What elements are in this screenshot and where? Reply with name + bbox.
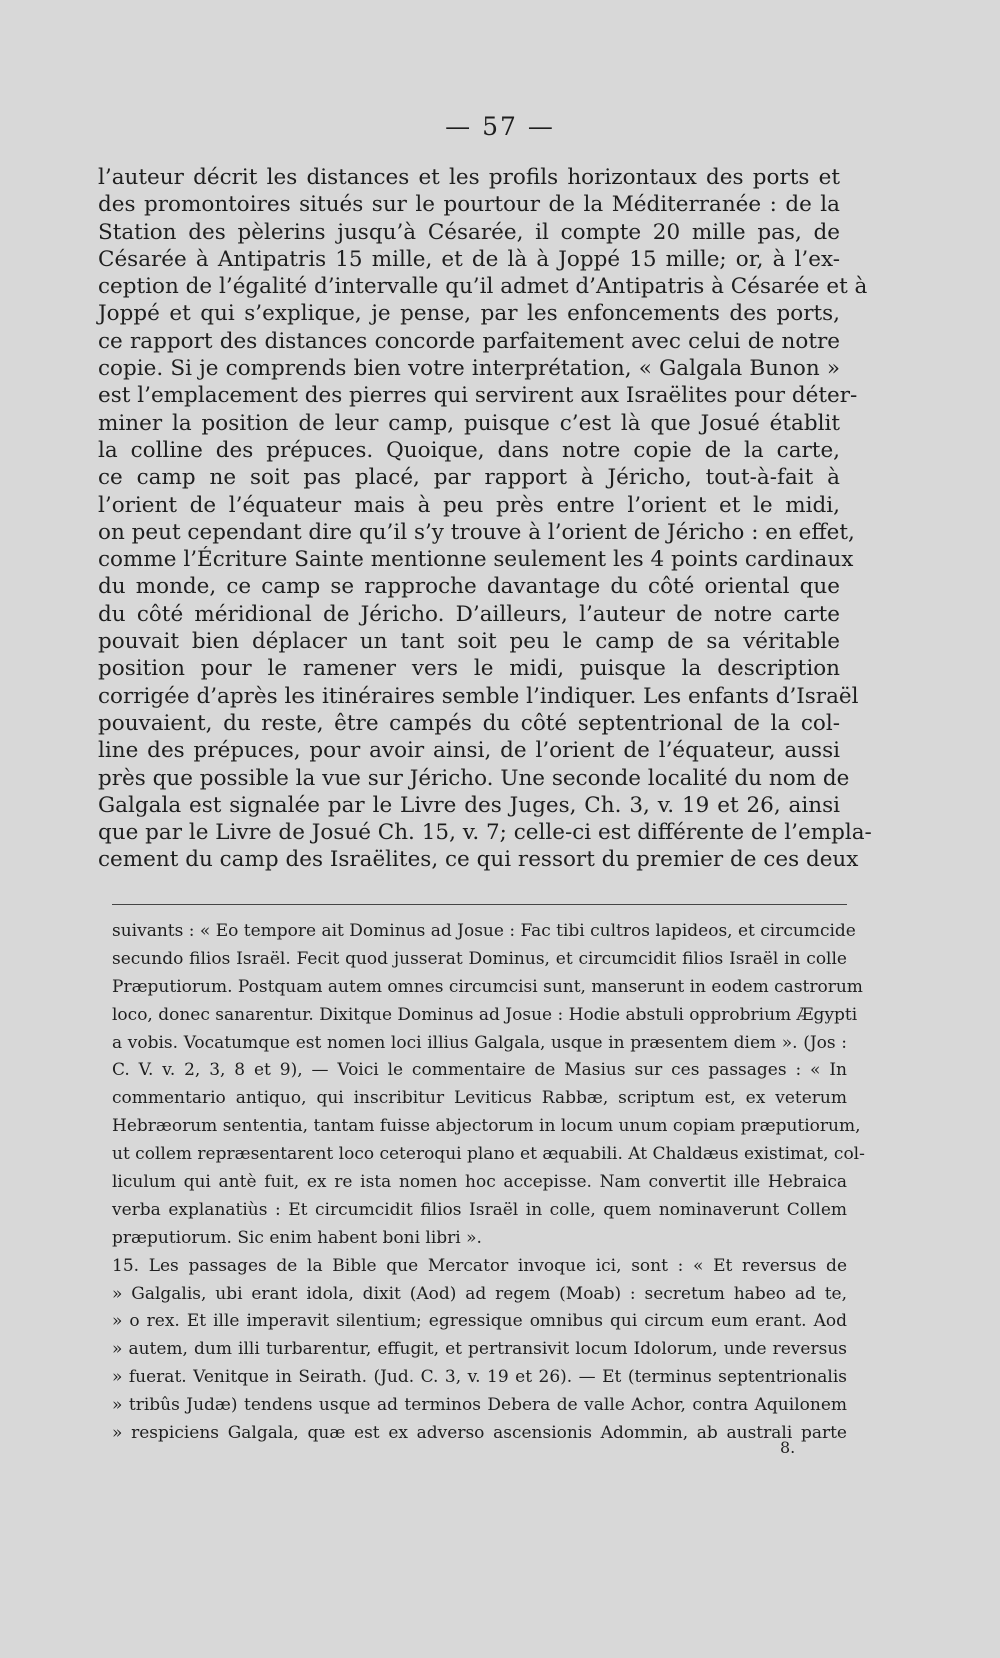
main-text-line: ce camp ne soit pas placé, par rapport à Jéricho, tout-à-fait à bbox=[98, 465, 840, 491]
main-text-line: du côté méridional de Jéricho. D’ailleurs, l’auteur de notre carte bbox=[98, 601, 840, 627]
signature-mark: 8. bbox=[780, 1438, 796, 1457]
main-text-line: position pour le ramener vers le midi, puisque la description bbox=[98, 656, 840, 682]
page-number: — 57 — bbox=[445, 112, 555, 141]
footnote-line: liculum qui antè fuit, ex re ista nomen hoc accepisse. Nam convertit ille Hebraica bbox=[112, 1172, 847, 1193]
main-text-line: cement du camp des Israëlites, ce qui ressort du premier de ces deux bbox=[98, 847, 859, 873]
footnote-line: » Galgalis, ubi erant idola, dixit (Aod) ad regem (Moab) : secretum habeo ad te, bbox=[112, 1283, 847, 1304]
footnote-line: Hebræorum sententia, tantam fuisse abjectorum in locum unum copiam præputiorum, bbox=[112, 1116, 861, 1137]
main-text-line: Césarée à Antipatris 15 mille, et de là à Joppé 15 mille; or, à l’ex- bbox=[98, 246, 840, 272]
footnotes-block bbox=[112, 918, 865, 1448]
footnote-line: loco, donec sanarentur. Dixitque Dominus ad Josue : Hodie abstuli opprobrium Ægypti bbox=[112, 1004, 858, 1025]
footnote-line: » o rex. Et ille imperavit silentium; egressique omnibus qui circum eum erant. Aod bbox=[112, 1311, 847, 1332]
footnote-line: C. V. v. 2, 3, 8 et 9), — Voici le commentaire de Masius sur ces passages : « In bbox=[112, 1060, 847, 1081]
footnote-line: verba explanatiùs : Et circumcidit filios Israël in colle, quem nominaverunt Collem bbox=[112, 1199, 847, 1220]
footnote-line: præputiorum. Sic enim habent boni libri ». bbox=[112, 1227, 482, 1248]
footnote-line: » tribûs Judæ) tendens usque ad terminos Debera de valle Achor, contra Aquilonem bbox=[112, 1395, 847, 1416]
footnote-line: » autem, dum illi turbarentur, effugit, et pertransivit locum Idolorum, unde reversus bbox=[112, 1339, 847, 1360]
footnote-separator bbox=[112, 904, 847, 905]
footnote-line: » respiciens Galgala, quæ est ex adverso ascensionis Adommin, ab australi parte bbox=[112, 1423, 847, 1444]
footnote-line: commentario antiquo, qui inscribitur Leviticus Rabbæ, scriptum est, ex veterum bbox=[112, 1088, 847, 1109]
main-text-line: est l’emplacement des pierres qui servirent aux Israëlites pour déter- bbox=[98, 383, 858, 409]
main-text-line: Station des pèlerins jusqu’à Césarée, il compte 20 mille pas, de bbox=[98, 219, 840, 245]
footnote-line: 15. Les passages de la Bible que Mercator invoque ici, sont : « Et reversus de bbox=[112, 1255, 847, 1276]
main-text-line: comme l’Écriture Sainte mentionne seulement les 4 points cardinaux bbox=[98, 547, 854, 573]
main-text-line: que par le Livre de Josué Ch. 15, v. 7; celle-ci est différente de l’empla- bbox=[98, 820, 872, 846]
main-text-block bbox=[98, 164, 872, 874]
footnote-line: suivants : « Eo tempore ait Dominus ad Josue : Fac tibi cultros lapideos, et circumcide bbox=[112, 921, 856, 941]
main-text-line: Galgala est signalée par le Livre des Juges, Ch. 3, v. 19 et 26, ainsi bbox=[98, 792, 840, 818]
main-text-line: Joppé et qui s’explique, je pense, par les enfoncements des ports, bbox=[98, 301, 840, 327]
main-text-line: ce rapport des distances concorde parfaitement avec celui de notre bbox=[98, 328, 840, 354]
footnote-line: ut collem repræsentarent loco ceteroqui plano et æquabili. At Chaldæus existimat, col- bbox=[112, 1144, 865, 1165]
main-text-line: miner la position de leur camp, puisque c’est là que Josué établit bbox=[98, 410, 840, 436]
footnote-line: secundo filios Israël. Fecit quod jusserat Dominus, et circumcidit filios Israël in colle bbox=[112, 948, 847, 969]
main-text-line: corrigée d’après les itinéraires semble l’indiquer. Les enfants d’Israël bbox=[98, 683, 859, 709]
footnote-line: Præputiorum. Postquam autem omnes circumcisi sunt, manserunt in eodem castrorum bbox=[112, 976, 863, 997]
footnote-line: » fuerat. Venitque in Seirath. (Jud. C. 3, v. 19 et 26). — Et (terminus septentrionalis bbox=[112, 1367, 847, 1388]
main-text-line: on peut cependant dire qu’il s’y trouve à l’orient de Jéricho : en effet, bbox=[98, 519, 855, 545]
main-text-line: pouvaient, du reste, être campés du côté septentrional de la col- bbox=[98, 710, 840, 736]
main-text-line: pouvait bien déplacer un tant soit peu le camp de sa véritable bbox=[98, 629, 840, 655]
main-text-line: line des prépuces, pour avoir ainsi, de l’orient de l’équateur, aussi bbox=[98, 738, 840, 764]
main-text-line: la colline des prépuces. Quoique, dans notre copie de la carte, bbox=[98, 437, 840, 463]
main-text-line: copie. Si je comprends bien votre interprétation, « Galgala Bunon » bbox=[98, 356, 840, 382]
main-text-line: l’orient de l’équateur mais à peu près entre l’orient et le midi, bbox=[98, 492, 840, 518]
main-text-line: ception de l’égalité d’intervalle qu’il admet d’Antipatris à Césarée et à bbox=[98, 274, 868, 300]
footnote-line: a vobis. Vocatumque est nomen loci illius Galgala, usque in præsentem diem ». (Jos : bbox=[112, 1032, 847, 1053]
main-text-line: près que possible la vue sur Jéricho. Une seconde localité du nom de bbox=[98, 765, 850, 791]
main-text-line: l’auteur décrit les distances et les profils horizontaux des ports et bbox=[98, 165, 840, 190]
main-text-line: du monde, ce camp se rapproche davantage du côté oriental que bbox=[98, 574, 840, 600]
main-text-line: des promontoires situés sur le pourtour de la Méditerranée : de la bbox=[98, 192, 840, 218]
